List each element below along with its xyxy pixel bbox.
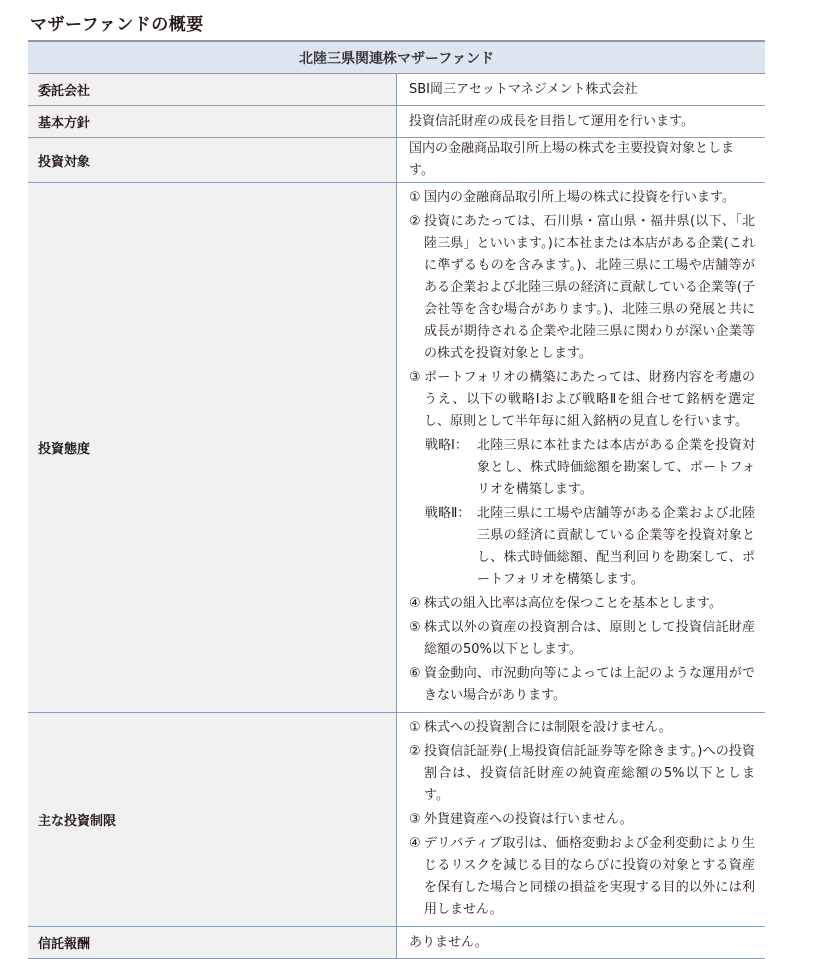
item-number: ⑤ <box>409 620 421 635</box>
list-item <box>409 367 755 433</box>
item-text: 株式以外の資産の投資割合は、原則として投資信託財産総額の50%以下とします。 <box>424 620 755 657</box>
list-item <box>409 617 755 661</box>
item-number: ④ <box>409 836 421 851</box>
list-item <box>409 663 755 707</box>
item-number: ② <box>409 744 421 759</box>
row-value: SBI岡三アセットマネジメント株式会社 <box>397 74 766 106</box>
section-title: マザーファンドの概要 <box>30 15 204 35</box>
item-text: 外貨建資産への投資は行いません。 <box>424 812 633 827</box>
list-item <box>409 741 755 807</box>
strategy-label: 戦略Ⅱ： <box>425 506 471 521</box>
row-target <box>28 138 765 183</box>
item-text: 投資にあたっては、石川県・富山県・福井県(以下、「北陸三県」といいます。)に本社または本店がある企業(これに準ずるものを含みます。)、北陸三県に工場や店舗等がある企業および北陸三県の経済に貢献している企業等(子会社等を含む場合があります。)、北陸三県の発展と共に成長が期待される企業や北陸三県に関わりが深い企業等の株式を投資対象とします。 <box>424 214 755 361</box>
row-label: 投資対象 <box>28 138 397 183</box>
strategy-text: 北陸三県に本社または本店がある企業を投資対象とし、株式時価総額を勘案して、ポートフォリオを構築します。 <box>477 438 755 497</box>
item-text: 資金動向、市況動向等によっては上記のような運用ができない場合があります。 <box>424 666 755 703</box>
row-value: 国内の金融商品取引所上場の株式を主要投資対象とします。 <box>397 138 766 183</box>
row-label: 委託会社 <box>28 74 397 106</box>
item-text: 株式の組入比率は高位を保つことを基本とします。 <box>424 596 722 611</box>
list-item <box>409 809 755 831</box>
row-label: 信託報酬 <box>28 927 397 959</box>
row-value <box>397 713 766 927</box>
item-text: 株式への投資割合には制限を設けません。 <box>424 720 672 735</box>
strategy-text: 北陸三県に工場や店舗等がある企業および北陸三県の経済に貢献している企業等を投資対象とし、株式時価総額、配当利回りを勘案して、ポートフォリオを構築します。 <box>477 506 755 587</box>
row-trustee <box>28 74 765 106</box>
item-number: ④ <box>409 596 421 611</box>
row-value: 投資信託財産の成長を目指して運用を行います。 <box>397 106 766 138</box>
list-item <box>409 187 755 209</box>
row-limits <box>28 713 765 927</box>
item-number: ⑥ <box>409 666 421 681</box>
fund-overview-table <box>28 40 765 959</box>
row-label: 基本方針 <box>28 106 397 138</box>
item-number: ③ <box>409 812 421 827</box>
strategy-item <box>409 435 755 501</box>
header-row <box>28 41 765 74</box>
row-policy <box>28 106 765 138</box>
list-item <box>409 593 755 615</box>
row-value <box>397 183 766 713</box>
item-number: ③ <box>409 370 421 385</box>
strategy-item <box>409 503 755 591</box>
row-label: 投資態度 <box>28 183 397 713</box>
fund-name-header: 北陸三県関連株マザーファンド <box>28 41 765 74</box>
item-text: ポートフォリオの構築にあたっては、財務内容を考慮のうえ、以下の戦略Ⅰおよび戦略Ⅱを組合せて銘柄を選定し、原則として半年毎に組入銘柄の見直しを行います。 <box>424 370 755 429</box>
row-fee <box>28 927 765 959</box>
item-number: ② <box>409 214 421 229</box>
list-item <box>409 717 755 739</box>
row-stance <box>28 183 765 713</box>
list-item <box>409 833 755 921</box>
item-text: 投資信託証券(上場投資信託証券等を除きます。)への投資割合は、投資信託財産の純資産総額の5%以下とします。 <box>424 744 755 803</box>
item-number: ① <box>409 190 421 205</box>
row-label: 主な投資制限 <box>28 713 397 927</box>
item-text: 国内の金融商品取引所上場の株式に投資を行います。 <box>424 190 735 205</box>
list-item <box>409 211 755 365</box>
item-number: ① <box>409 720 421 735</box>
strategy-label: 戦略Ⅰ： <box>425 438 468 453</box>
item-text: デリバティブ取引は、価格変動および金利変動により生じるリスクを減じる目的ならびに投資の対象とする資産を保有した場合と同様の損益を実現する目的以外には利用しません。 <box>424 836 755 917</box>
row-value: ありません。 <box>397 927 766 959</box>
